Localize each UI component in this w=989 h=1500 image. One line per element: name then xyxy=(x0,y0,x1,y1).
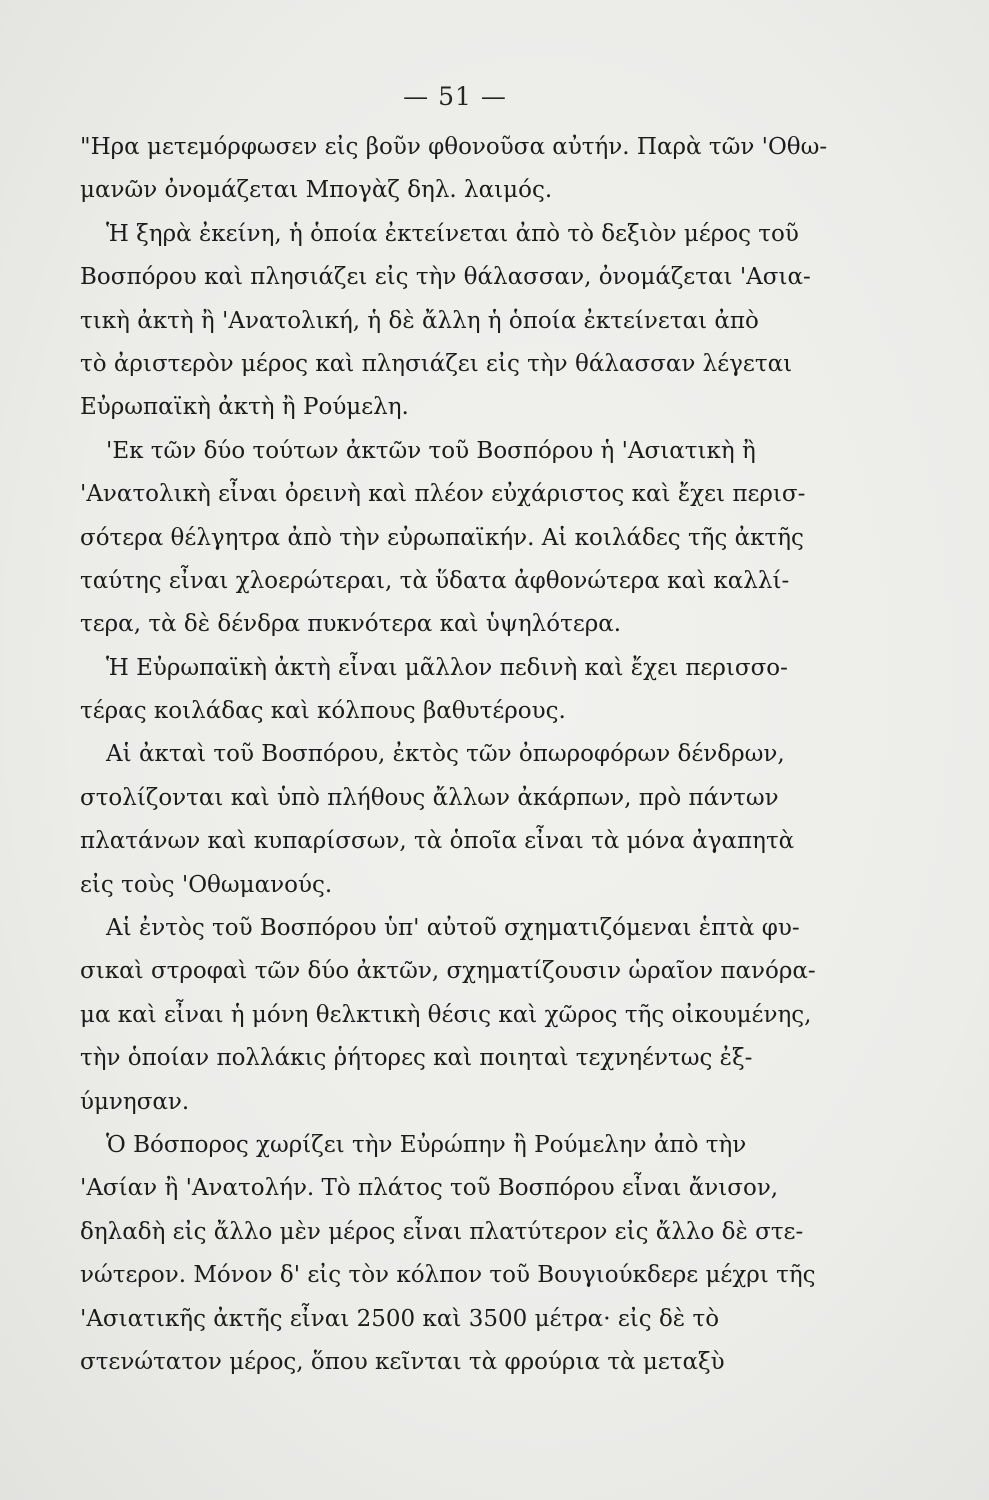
text-line: σότερα θέλγητρα ἀπὸ τὴν εὐρωπαϊκήν. Αἱ κοιλάδες τῆς ἀκτῆς xyxy=(80,524,804,551)
body-text xyxy=(80,126,840,1384)
text-line: 'Ανατολικὴ εἶναι ὀρεινὴ καὶ πλέον εὐχάριστος καὶ ἔχει περισ- xyxy=(80,481,806,508)
text-line: τικὴ ἀκτὴ ἢ 'Ανατολική, ἡ δὲ ἄλλη ἡ ὁποία ἐκτείνεται ἀπὸ xyxy=(80,307,759,334)
text-line: Αἱ ἐντὸς τοῦ Βοσπόρου ὑπ' αὐτοῦ σχηματιζόμεναι ἑπτὰ φυ- xyxy=(106,915,800,942)
text-line: εἰς τοὺς 'Οθωμανούς. xyxy=(80,871,333,898)
text-line: Αἱ ἀκταὶ τοῦ Βοσπόρου, ἐκτὸς τῶν ὀπωροφόρων δένδρων, xyxy=(106,741,785,768)
text-line: 'Ασιατικῆς ἀκτῆς εἶναι 2500 καὶ 3500 μέτρα· εἰς δὲ τὸ xyxy=(80,1305,720,1332)
text-line: ύμνησαν. xyxy=(80,1088,190,1115)
text-line: μα καὶ εἶναι ἡ μόνη θελκτικὴ θέσις καὶ χῶρος τῆς οἰκουμένης, xyxy=(80,1001,812,1028)
page-number: — 51 — xyxy=(403,82,507,111)
text-line: τερα, τὰ δὲ δένδρα πυκνότερα καὶ ὑψηλότερα. xyxy=(80,611,622,638)
text-line: σικαὶ στροφαὶ τῶν δύο ἀκτῶν, σχηματίζουσιν ὡραῖον πανόρα- xyxy=(80,958,816,985)
text-line: Ἡ Εὐρωπαϊκὴ ἀκτὴ εἶναι μᾶλλον πεδινὴ καὶ ἔχει περισσο- xyxy=(106,654,788,681)
text-line: τὸ ἀριστερὸν μέρος καὶ πλησιάζει εἰς τὴν θάλασσαν λέγεται xyxy=(80,350,793,377)
text-line: Εὐρωπαϊκὴ ἀκτὴ ἢ Ρούμελη. xyxy=(80,394,409,421)
text-line: πλατάνων καὶ κυπαρίσσων, τὰ ὁποῖα εἶναι τὰ μόνα ἀγαπητὰ xyxy=(80,828,795,855)
text-line: Βοσπόρου καὶ πλησιάζει εἰς τὴν θάλασσαν, ὀνομάζεται 'Ασια- xyxy=(80,264,811,291)
text-line: στολίζονται καὶ ὑπὸ πλήθους ἄλλων ἀκάρπων, πρὸ πάντων xyxy=(80,784,779,811)
text-line: 'Ασίαν ἢ 'Ανατολήν. Τὸ πλάτος τοῦ Βοσπόρου εἶναι ἄνισον, xyxy=(80,1175,779,1202)
text-line: "Ηρα μετεμόρφωσεν εἰς βοῦν φθονοῦσα αὐτήν. Παρὰ τῶν 'Οθω- xyxy=(80,134,828,160)
text-line: 'Εκ τῶν δύο τούτων ἀκτῶν τοῦ Βοσπόρου ἡ 'Ασιατικὴ ἢ xyxy=(106,437,756,464)
text-line: τέρας κοιλάδας καὶ κόλπους βαθυτέρους. xyxy=(80,698,566,725)
text-line: τὴν ὁποίαν πολλάκις ῥήτορες καὶ ποιηταὶ τεχνηέντως ἐξ- xyxy=(80,1045,753,1072)
text-line: Ὁ Βόσπορος χωρίζει τὴν Εὐρώπην ἢ Ρούμελην ἀπὸ τὴν xyxy=(106,1131,747,1158)
text-line: Ἡ ξηρὰ ἐκείνη, ἡ ὁποία ἐκτείνεται ἀπὸ τὸ δεξιὸν μέρος τοῦ xyxy=(106,220,799,247)
text-line: νώτερον. Μόνον δ' εἰς τὸν κόλπον τοῦ Βουγιούκδερε μέχρι τῆς xyxy=(80,1262,816,1289)
text-line: στενώτατον μέρος, ὅπου κεῖνται τὰ φρούρια τὰ μεταξὺ xyxy=(80,1348,725,1375)
text-line: δηλαδὴ εἰς ἄλλο μὲν μέρος εἶναι πλατύτερον εἰς ἄλλο δὲ στε- xyxy=(80,1218,804,1245)
text-line: ταύτης εἶναι χλοερώτεραι, τὰ ὕδατα ἀφθονώτερα καὶ καλλί- xyxy=(80,567,790,594)
text-line: μανῶν ὀνομάζεται Μπογὰζ δηλ. λαιμός. xyxy=(80,177,553,204)
